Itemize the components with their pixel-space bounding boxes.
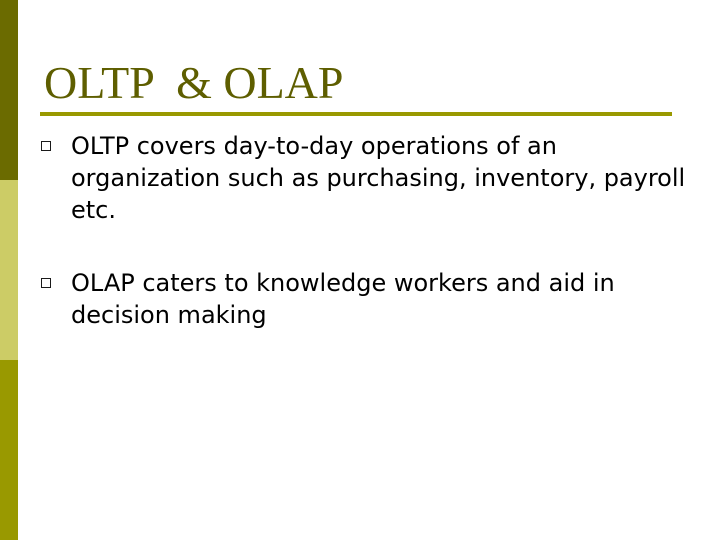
side-bar-middle-segment xyxy=(0,180,18,360)
title-underline-rule xyxy=(40,112,672,116)
side-bar-bottom-segment xyxy=(0,360,18,540)
hollow-square-bullet-icon xyxy=(41,278,51,288)
bullet-text: OLAP caters to knowledge workers and aid in decision making xyxy=(71,269,615,329)
slide-title: OLTP & OLAP xyxy=(44,57,344,108)
side-bar-top-segment xyxy=(0,0,18,180)
hollow-square-bullet-icon xyxy=(41,141,51,151)
bullet-text: OLTP covers day-to-day operations of an organization such as purchasing, inventory, payroll etc. xyxy=(71,132,686,224)
